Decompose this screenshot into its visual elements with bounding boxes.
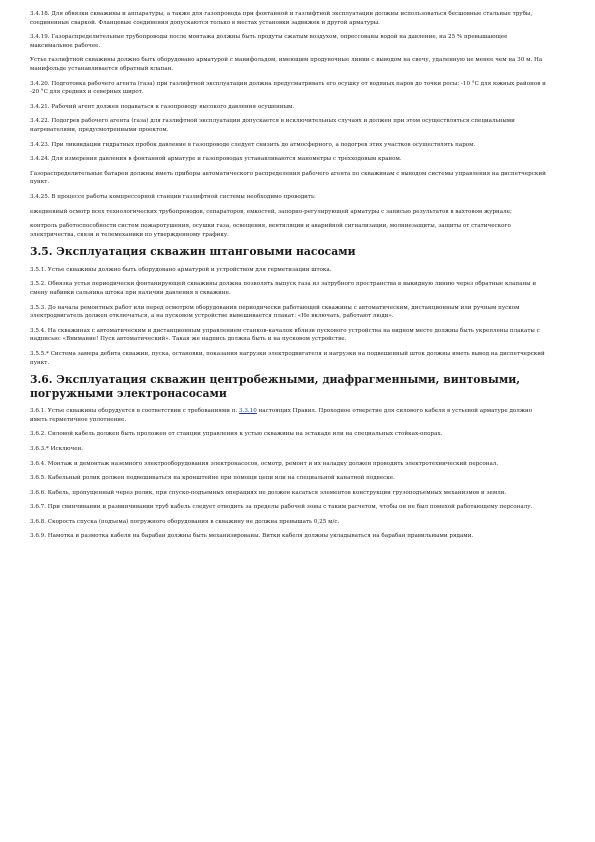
paragraph: 3.6.9. Намотка и размотка кабеля на барабан должны быть механизированы. Витки кабеля должны укладываться на барабан правильными рядами. — [30, 533, 474, 540]
paragraph: 3.6.6. Кабель, пропущенный через ролик, при спуско-подъемных операциях не должен касаться элементов конструкции грузоподъемных механизмов и земли. — [30, 489, 507, 496]
clause-link[interactable]: 3.3.10 — [239, 408, 257, 415]
paragraph: 3.4.25. В процессе работы компрессорной станции газлифтной системы необходимо проводить: — [30, 193, 316, 200]
paragraph: 3.6.8. Скорость спуска (подъема) погружного оборудования в скважину не должна превышать 0,25 м/с. — [30, 518, 340, 525]
paragraph: 3.4.19. Газораспределительные трубопроводы после монтажа должны быть продуты сжатым воздухом, опрессованы водой на давление, на 25 % превышающее максимальное рабочее. — [30, 34, 508, 49]
section-heading: 3.6. Эксплуатация скважин центробежными, диафрагменными, винтовыми, погружными электронасосами — [30, 373, 520, 400]
paragraph: 3.6.4. Монтаж и демонтаж наземного электрооборудования электронасосов, осмотр, ремонт и их наладку должен проводить электротехнический персонал. — [30, 460, 499, 467]
paragraph — [30, 407, 550, 424]
paragraph: 3.5.1. Устье скважины должно быть оборудовано арматурой и устройством для герметизации штока. — [30, 266, 332, 273]
paragraph-text: 3.6.1. Устье скважины оборудуется в соответствии с требованиями п. — [30, 408, 239, 415]
paragraph-text: настоящих Правил. Проходное отверстие для силового кабеля в устьевой арматуре должно иметь герметичное уплотнение. — [30, 408, 533, 423]
paragraph: контроль работоспособности систем пожаротушения, осушки газа, освещения, вентиляции и аварийной сигнализации, молниезащиты, защиты от статического электричества, связи и телемеханики по утвержденному графику. — [30, 223, 511, 238]
paragraph: 3.5.5.* Система замера дебита скважин, пуска, остановки, показания нагрузки электродвигателя и нагрузки на подвешенный шток должны иметь вывод на диспетчерский пункт. — [30, 350, 545, 366]
paragraph: 3.6.2. Силовой кабель должен быть проложен от станции управления к устью скважины на эстакаде или на специальных стойках-опорах. — [30, 431, 443, 438]
paragraph: Устье газлифтной скважины должно быть оборудовано арматурой с манифольдом, имеющим продувочные линии с выводом на свечу, удаленную не менее чем на 30 м. На манифольде устанавливается обратный клапан. — [30, 57, 543, 72]
paragraph: 3.6.5. Кабельный ролик должен подвешиваться на кронштейне при помощи цепи или на специальной канатной подвеске. — [30, 475, 395, 482]
paragraph: 3.4.18. Для обвязки скважины и аппаратуры, а также для газопровода при фонтанной и газлифтной эксплуатации должны использоваться бесшовные стальные трубы, соединенные сваркой. Фланцевые соединения допускаются только в местах установки задвижек и другой арматуры. — [30, 11, 533, 26]
paragraph: 3.4.24. Для измерения давления в фонтанной арматуре и газопроводах устанавливаются манометры с трехходовым краном. — [30, 156, 402, 163]
paragraph: 3.6.3.* Исключен. — [30, 445, 84, 452]
paragraph: Газораспределительные батареи должны иметь приборы автоматического распределения рабочего агента по скважинам с выводом системы управления на диспетчерский пункт. — [30, 170, 546, 186]
paragraph: 3.5.3. До начала ремонтных работ или перед осмотром оборудования периодически работающей скважины с автоматическим, дистанционным или ручным пуском электродвигатель должен отключаться, а на пусковом устройстве вывешивается плакат: «Не включать, работают люди». — [30, 304, 520, 320]
document-page — [30, 10, 550, 547]
paragraph: 3.6.7. При свинчивании и развинчивании труб кабель следует отводить за пределы рабочей зоны с таким расчетом, чтобы он не был помехой работающему персоналу. — [30, 504, 533, 511]
paragraph: 3.4.21. Рабочий агент должен подаваться к газопроводу высокого давления осушенным. — [30, 103, 295, 110]
paragraph: 3.5.4. На скважинах с автоматическим и дистанционным управлением станков-качалок вблизи пускового устройства на видном месте должны быть укреплены плакаты с надписью: «Внимание! Пуск автоматический». Такая же надпись должна быть и на пусковом устройстве. — [30, 327, 540, 343]
paragraph: 3.4.23. При ликвидации гидратных пробок давление в газопроводе следует снизить до атмосферного, а подогрев этих участков осуществлять паром. — [30, 141, 476, 148]
paragraph: 3.4.20. Подготовка рабочего агента (газа) при газлифтной эксплуатации должна предусматривать его осушку от водяных паров до точки росы: -10 °С для южных районов и -20 °С для средних и северных широт. — [30, 80, 546, 96]
paragraph: 3.5.2. Обвязка устья периодически фонтанирующей скважины должна позволять выпуск газа из затрубного пространства в выкидную линию через обратные клапаны и смену набивки сальника штока при наличии давления в скважине. — [30, 281, 537, 296]
paragraph: ежедневный осмотр всех технологических трубопроводов, сепараторов, емкостей, запорно-регулирующей арматуры с записью результатов в вахтовом журнале; — [30, 208, 512, 215]
section-heading: 3.5. Эксплуатация скважин штанговыми насосами — [30, 245, 356, 259]
paragraph: 3.4.22. Подогрев рабочего агента (газа) для газлифтной эксплуатации допускается в исключительных случаях и должен при этом осуществляться специальными нагревателями, предусмотренными проектом. — [30, 118, 515, 133]
